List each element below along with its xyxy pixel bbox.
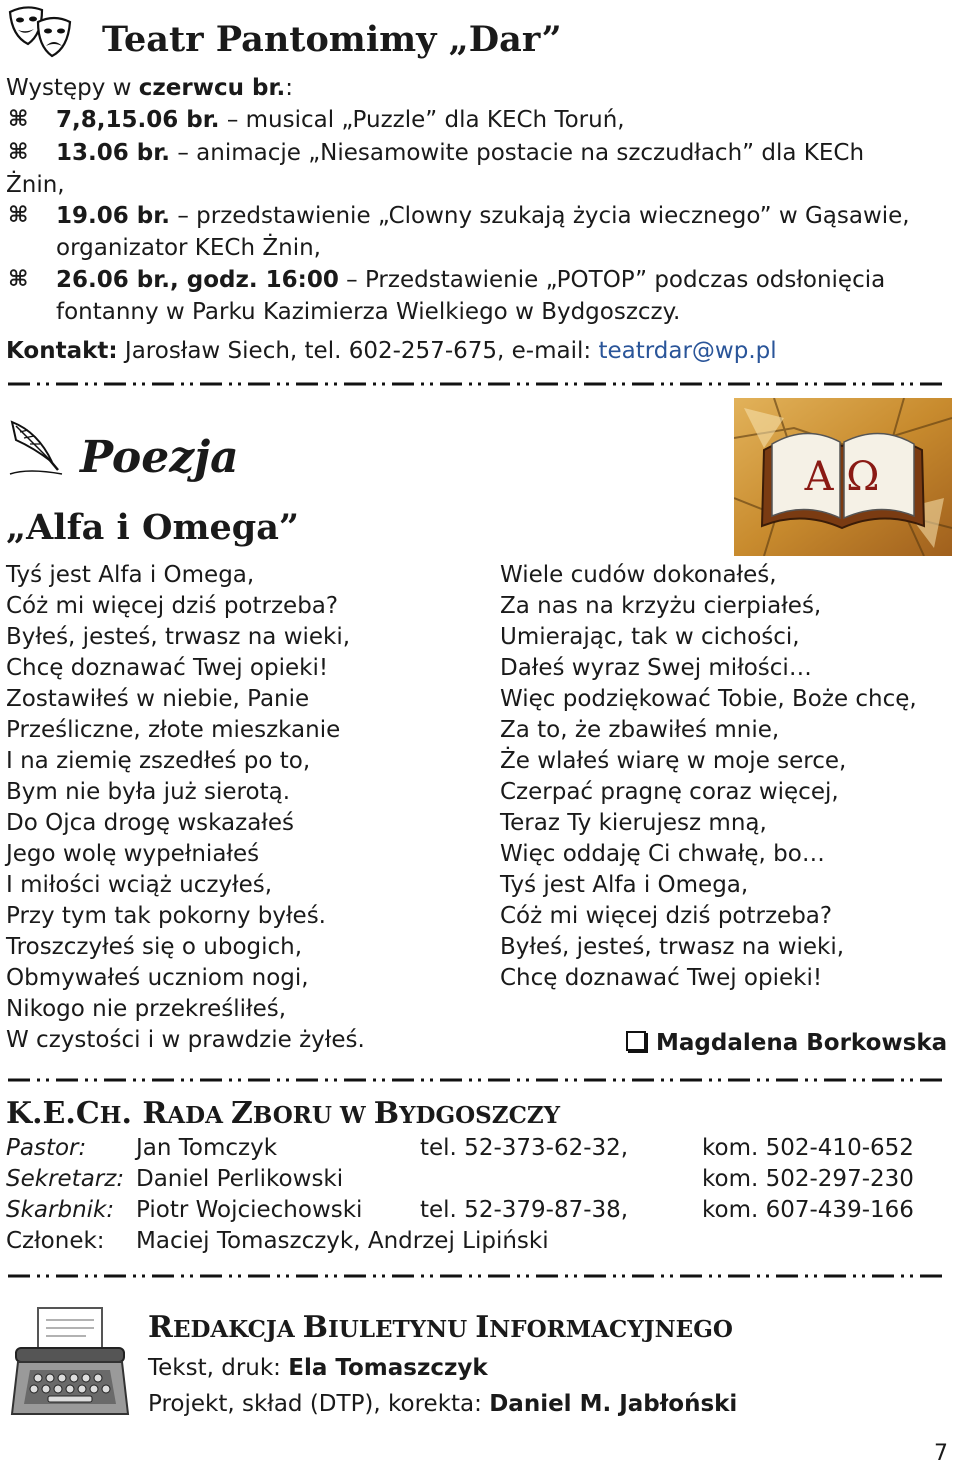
performance-date: 19.06 br. xyxy=(56,203,171,229)
poem-line: Byłeś, jesteś, trwasz na wieki, xyxy=(500,934,845,960)
performance-line-cont: fontanny w Parku Kazimierza Wielkiego w Bydgoszczy. xyxy=(56,299,681,325)
command-key-icon: ⌘ xyxy=(8,267,29,292)
poem-title: „Alfa i Omega” xyxy=(6,507,300,548)
council-role: Członek: xyxy=(6,1228,105,1254)
editorial-text-name: Ela Tomaszczyk xyxy=(288,1355,488,1381)
performance-date: 7,8,15.06 br. xyxy=(56,107,220,133)
editorial-line-project xyxy=(148,1388,737,1420)
council-name: Piotr Wojciechowski xyxy=(136,1197,363,1223)
editorial-project-name: Daniel M. Jabłoński xyxy=(489,1391,738,1417)
poem-line: Że wlałeś wiarę w moje serce, xyxy=(500,748,847,774)
poem-line: Prześliczne, złote mieszkanie xyxy=(6,717,341,743)
title-part: I xyxy=(475,1310,490,1345)
author-name: Magdalena Borkowska xyxy=(656,1030,948,1056)
typewriter-icon xyxy=(8,1304,132,1422)
council-role: Pastor: xyxy=(6,1135,87,1161)
title-part: YDGOSZCZY xyxy=(399,1102,561,1129)
title-part: ADA xyxy=(167,1102,231,1129)
editorial-line-text xyxy=(148,1352,488,1384)
poem-line: I na ziemię zszedłeś po to, xyxy=(6,748,311,774)
poem-line: I miłości wciąż uczyłeś, xyxy=(6,872,273,898)
poem-line: Za to, że zbawiłeś mnie, xyxy=(500,717,780,743)
title-part: R xyxy=(148,1310,173,1345)
poem-line: Cóż mi więcej dziś potrzeba? xyxy=(500,903,833,929)
performance-desc: – musical „Puzzle” dla KECh Toruń, xyxy=(219,107,625,133)
council-mobile: kom. 502-297-230 xyxy=(702,1166,914,1192)
editorial-project-label: Projekt, skład (DTP), korekta: xyxy=(148,1391,490,1417)
checkbox-square-icon xyxy=(626,1031,646,1051)
council-mobile: kom. 502-410-652 xyxy=(702,1135,914,1161)
command-key-icon: ⌘ xyxy=(8,107,29,132)
performance-line-cont: organizator KECh Żnin, xyxy=(56,235,321,261)
title-part: . xyxy=(121,1096,143,1131)
performance-line xyxy=(56,104,625,136)
performance-date: 26.06 br., godz. 16:00 xyxy=(56,267,339,293)
poem-line: Troszczyłeś się o ubogich, xyxy=(6,934,303,960)
council-role: Skarbnik: xyxy=(6,1197,115,1223)
title-part: BORU W xyxy=(252,1102,374,1129)
poem-line: Przy tym tak pokorny byłeś. xyxy=(6,903,326,929)
title-part: IULETYNU xyxy=(328,1316,476,1343)
title-part: B xyxy=(373,1096,400,1131)
performance-line-cont: Żnin, xyxy=(6,172,65,198)
council-name: Daniel Perlikowski xyxy=(136,1166,344,1192)
performance-line xyxy=(56,137,864,169)
poem-line: Dałeś wyraz Swej miłości… xyxy=(500,655,812,681)
council-name: Jan Tomczyk xyxy=(136,1135,278,1161)
poem-line: Bym nie była już sierotą. xyxy=(6,779,291,805)
poem-line: Do Ojca drogę wskazałeś xyxy=(6,810,294,836)
council-phone: tel. 52-379-87-38, xyxy=(420,1197,629,1223)
poem-line: Nikogo nie przekreśliłeś, xyxy=(6,996,287,1022)
intro-colon: : xyxy=(285,75,293,101)
poem-line: Tyś jest Alfa i Omega, xyxy=(6,562,255,588)
command-key-icon: ⌘ xyxy=(8,140,29,165)
title-part: EDAKCJA xyxy=(172,1316,303,1343)
contact-text: Jarosław Siech, tel. 602-257-675, e-mail: xyxy=(117,338,599,364)
poem-line: W czystości i w prawdzie żyłeś. xyxy=(6,1027,365,1053)
theater-title: Teatr Pantomimy „Dar” xyxy=(102,19,562,60)
divider xyxy=(8,376,948,390)
title-part: NFORMACYJNEGO xyxy=(489,1316,733,1343)
poem-line: Byłeś, jesteś, trwasz na wieki, xyxy=(6,624,351,650)
poem-line: Więc oddaję Ci chwałę, bo… xyxy=(500,841,825,867)
poem-line: Za nas na krzyżu cierpiałeś, xyxy=(500,593,822,619)
title-part: K.E.C xyxy=(6,1096,100,1131)
poem-line: Obmywałeś uczniom nogi, xyxy=(6,965,309,991)
divider xyxy=(8,1072,948,1086)
performance-date: 13.06 br. xyxy=(56,140,171,166)
poem-line: Tyś jest Alfa i Omega, xyxy=(500,872,749,898)
poem-line: Jego wolę wypełniałeś xyxy=(6,841,260,867)
council-role: Sekretarz: xyxy=(6,1166,125,1192)
alpha-omega-book-image xyxy=(734,398,952,556)
author-line xyxy=(624,1027,947,1059)
poem-line: Więc podziękować Tobie, Boże chcę, xyxy=(500,686,917,712)
intro-month: czerwcu br. xyxy=(138,75,286,101)
book-letters: A Ω xyxy=(804,454,880,500)
poem-line: Zostawiłeś w niebie, Panie xyxy=(6,686,310,712)
contact-email-link[interactable]: teatrdar@wp.pl xyxy=(598,338,777,364)
command-key-icon: ⌘ xyxy=(8,203,29,228)
page-number: 7 xyxy=(934,1441,948,1466)
editorial-title xyxy=(148,1308,733,1352)
poem-line: Chcę doznawać Twej opieki! xyxy=(500,965,823,991)
poem-line: Chcę doznawać Twej opieki! xyxy=(6,655,329,681)
quill-pen-icon xyxy=(8,418,64,478)
performance-line xyxy=(56,200,910,232)
poetry-section-title: Poezja xyxy=(80,432,239,483)
council-phone: tel. 52-373-62-32, xyxy=(420,1135,629,1161)
poem-line: Wiele cudów dokonałeś, xyxy=(500,562,777,588)
theater-intro xyxy=(6,72,293,104)
performance-desc: – przedstawienie „Clowny szukają życia wiecznego” w Gąsawie, xyxy=(170,203,910,229)
editorial-text-label: Tekst, druk: xyxy=(148,1355,289,1381)
poem-line: Teraz Ty kierujesz mną, xyxy=(500,810,767,836)
intro-text: Występy w xyxy=(6,75,139,101)
poem-line: Czerpać pragnę coraz więcej, xyxy=(500,779,839,805)
poem-line: Cóż mi więcej dziś potrzeba? xyxy=(6,593,339,619)
performance-desc: – animacje „Niesamowite postacie na szczudłach” dla KECh xyxy=(170,140,865,166)
contact-label: Kontakt: xyxy=(6,338,118,364)
performance-line xyxy=(56,264,885,296)
title-part: H xyxy=(99,1102,122,1129)
title-part: B xyxy=(302,1310,329,1345)
title-part: Z xyxy=(230,1096,253,1131)
divider xyxy=(8,1268,948,1282)
council-name: Maciej Tomaszczyk, Andrzej Lipiński xyxy=(136,1228,549,1254)
title-part: R xyxy=(142,1096,168,1131)
poem-line: Umierając, tak w cichości, xyxy=(500,624,800,650)
contact-line xyxy=(6,335,777,367)
theater-masks-icon xyxy=(6,4,76,60)
council-mobile: kom. 607-439-166 xyxy=(702,1197,914,1223)
performance-desc: – Przedstawienie „POTOP” podczas odsłonięcia xyxy=(338,267,886,293)
